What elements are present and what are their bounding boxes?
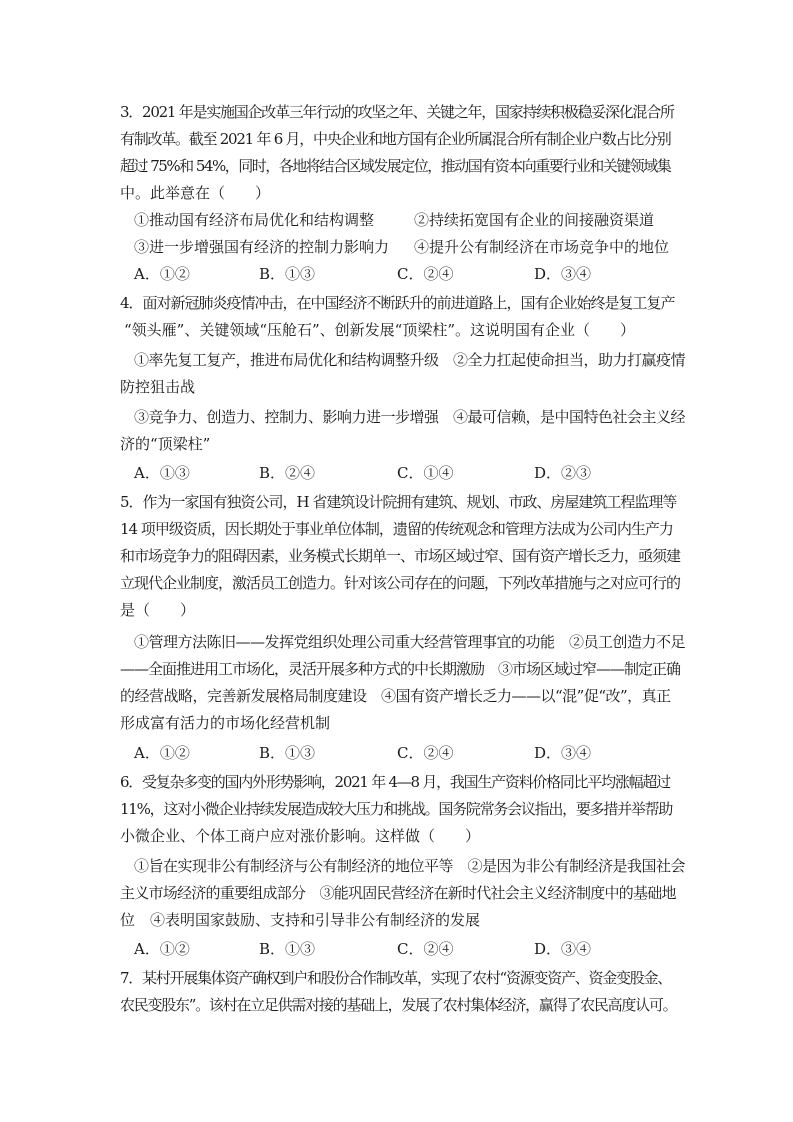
q3-stem-line-2: 有制改革。截至 2021 年 6 月，中央企业和地方国有企业所属混合所有制企业户数占比分别: [120, 130, 671, 148]
q4-option-c[interactable]: C．①④: [397, 464, 454, 482]
q6-statement-line-1: ①旨在实现非公有制经济与公有制经济的地位平等 ②是因为非公有制经济是我国社会: [134, 857, 686, 875]
q6-option-c[interactable]: C．②④: [397, 940, 454, 958]
q6-statement-line-2: 主义市场经济的重要组成部分 ③能巩固民营经济在新时代社会主义经济制度中的基础地: [120, 884, 676, 902]
q5-statement-line-3: 的经营战略，完善新发展格局制度建设 ④国有资产增长乏力——以“混”促“改”，真正: [120, 687, 671, 705]
q4-statement-line-2: 防控狙击战: [120, 378, 196, 396]
q5-statement-line-1: ①管理方法陈旧——发挥党组织处理公司重大经营管理事宜的功能 ②员工创造力不足: [134, 633, 686, 651]
q6-statement-line-3: 位 ④表明国家鼓励、支持和引导非公有制经济的发展: [120, 911, 481, 929]
q4-stem-line-2: “领头雁”、关键领域“压舱石”、创新发展“顶梁柱”。这说明国有企业（ ）: [124, 321, 636, 339]
q5-option-d[interactable]: D．③④: [534, 744, 592, 762]
q6-option-b[interactable]: B．①③: [259, 940, 316, 958]
q4-options: [134, 463, 654, 483]
q5-stem-line-2: 14 项甲级资质，因长期处于事业单位体制，遗留的传统观念和管理方法成为公司内生产力: [120, 520, 673, 538]
q6-option-a[interactable]: A．①②: [134, 940, 190, 958]
q3-option-a[interactable]: A．①②: [134, 265, 190, 283]
q5-option-c[interactable]: C．②④: [397, 744, 454, 762]
q5-option-b[interactable]: B．①③: [259, 744, 316, 762]
q7-stem-line-2: 农民变股东”。该村在立足供需对接的基础上，发展了农村集体经济，赢得了农民高度认可。: [120, 996, 677, 1014]
q4-statement-line-1: ①率先复工复产，推进布局优化和结构调整升级 ②全力扛起使命担当，助力打赢疫情: [134, 351, 686, 369]
q6-stem-line-3: 小微企业、个体工商户应对涨价影响。这样做（ ）: [120, 827, 481, 845]
q3-option-b[interactable]: B．①③: [259, 265, 316, 283]
q6-options: [134, 939, 654, 959]
q3-statement-4: ④提升公有制经济在市场竞争中的地位: [414, 238, 670, 256]
q5-stem-line-1: 5．作为一家国有独资公司，H 省建筑设计院拥有建筑、规划、市政、房屋建筑工程监理等: [120, 493, 677, 511]
q4-stem-line-1: 4．面对新冠肺炎疫情冲击，在中国经济不断跃升的前进道路上，国有企业始终是复工复产: [120, 294, 675, 312]
q3-option-c[interactable]: C．②④: [397, 265, 454, 283]
q5-stem-line-4: 立现代企业制度，激活员工创造力。针对该公司存在的问题，下列改革措施与之对应可行的: [120, 574, 681, 592]
q7-stem-line-1: 7．某村开展集体资产确权到户和股份合作制改革，实现了农村“资源变资产、资金变股金、: [120, 969, 671, 987]
q5-stem-line-3: 和市场竞争力的阻碍因素，业务模式长期单一、市场区域过窄、国有资产增长乏力，亟须建: [120, 547, 681, 565]
q3-stem-line-3: 超过 75%和 54%，同时，各地将结合区域发展定位，推动国有资本向重要行业和关键领域集: [120, 157, 671, 175]
q4-statement-line-3: ③竞争力、创造力、控制力、影响力进一步增强 ④最可信赖，是中国特色社会主义经: [134, 408, 686, 426]
q5-options: [134, 743, 654, 763]
q6-stem-line-1: 6．受复杂多变的国内外形势影响，2021 年 4—8 月，我国生产资料价格同比平均涨幅超过: [120, 773, 670, 791]
q5-stem-line-5: 是（ ）: [120, 601, 196, 619]
q3-options: [134, 264, 654, 284]
q5-statement-line-4: 形成富有活力的市场化经营机制: [120, 714, 331, 732]
q3-option-d[interactable]: D．③④: [534, 265, 592, 283]
q3-statement-2: ②持续拓宽国有企业的间接融资渠道: [414, 211, 655, 229]
q3-statements-row-1: [134, 210, 674, 230]
q6-stem-line-2: 11%，这对小微企业持续发展造成较大压力和挑战。国务院常务会议指出，要多措并举帮助: [120, 800, 673, 818]
q4-statement-line-4: 济的“顶梁柱”: [120, 435, 211, 453]
q3-stem-line-1: 3．2021 年是实施国企改革三年行动的攻坚之年、关键之年，国家持续积极稳妥深化混合所: [120, 103, 674, 121]
q6-option-d[interactable]: D．③④: [534, 940, 592, 958]
q4-option-a[interactable]: A．①③: [134, 464, 190, 482]
q3-statements-row-2: [134, 237, 674, 257]
q4-option-d[interactable]: D．②③: [534, 464, 592, 482]
q3-statement-3: ③进一步增强国有经济的控制力影响力: [134, 238, 390, 256]
q4-option-b[interactable]: B．②④: [259, 464, 316, 482]
q3-stem-line-4: 中。此举意在（ ）: [120, 184, 271, 202]
q3-statement-1: ①推动国有经济布局优化和结构调整: [134, 211, 375, 229]
q5-statement-line-2: ——全面推进用工市场化，灵活开展多种方式的中长期激励 ③市场区域过窄——制定正确: [120, 660, 681, 678]
q5-option-a[interactable]: A．①②: [134, 744, 190, 762]
